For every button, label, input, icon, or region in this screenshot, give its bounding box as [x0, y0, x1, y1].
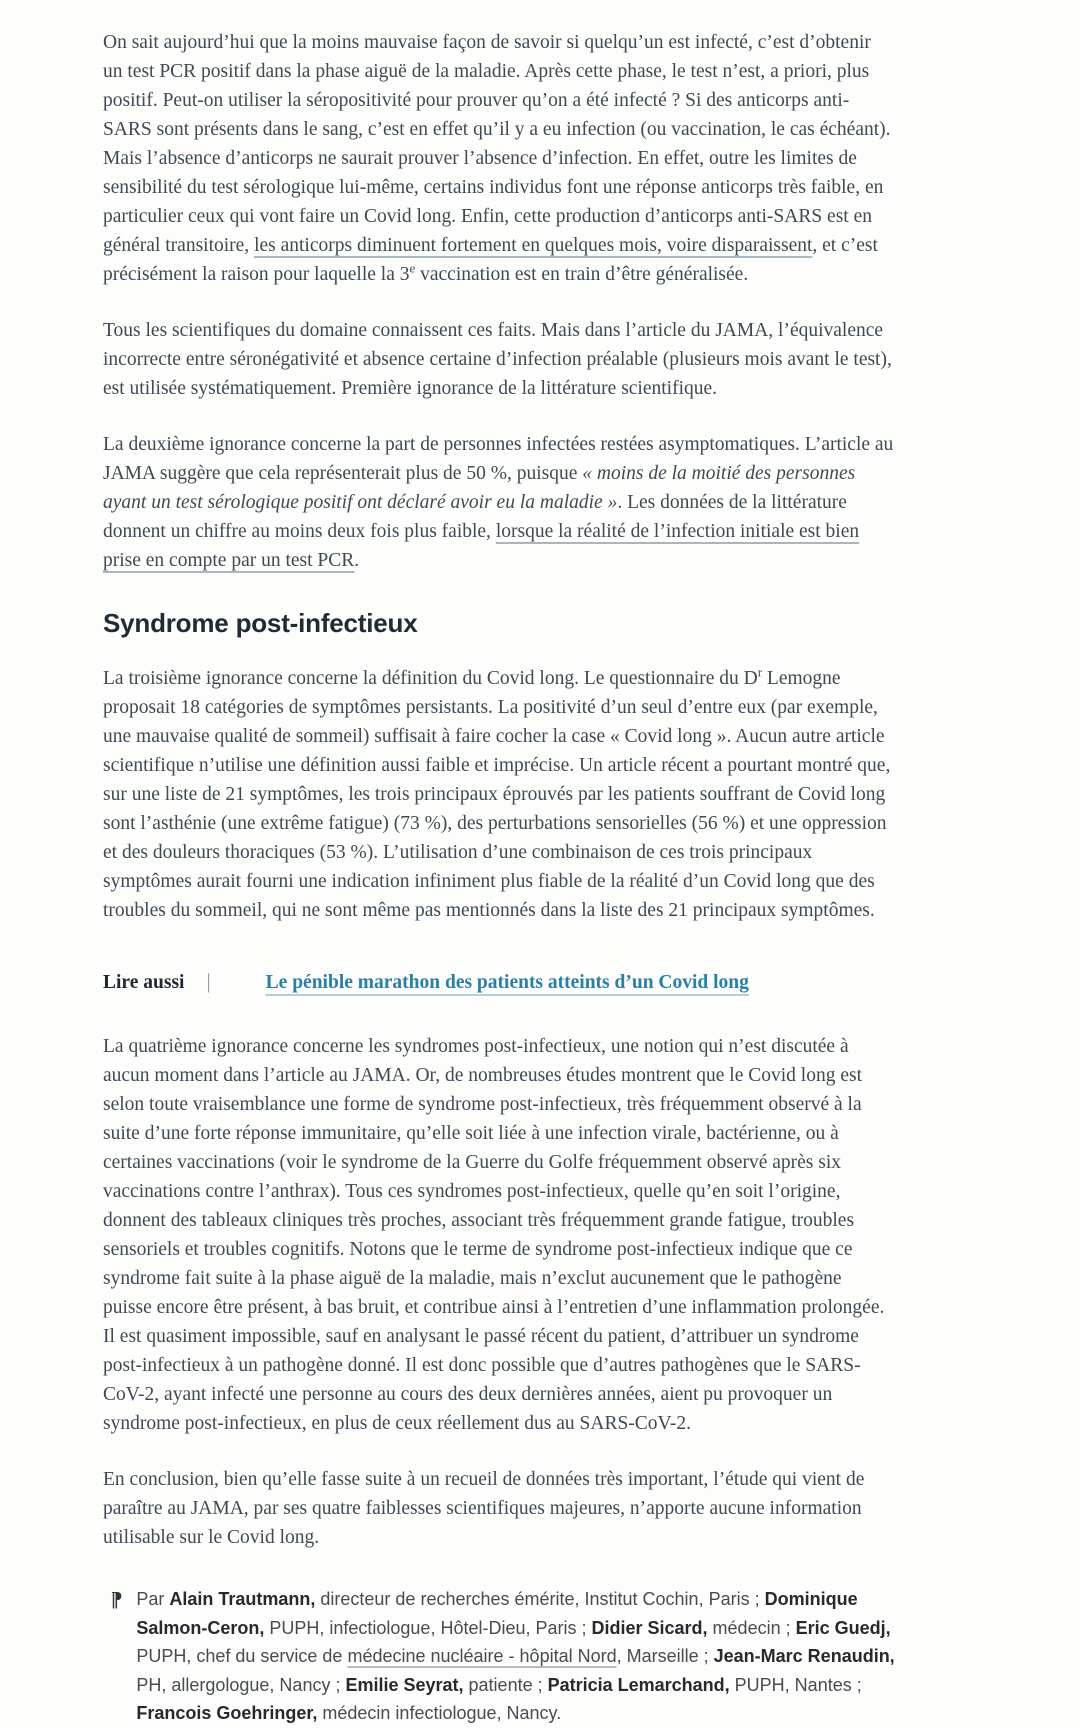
text-segment-plain: patiente ;	[463, 1674, 548, 1695]
byline	[111, 1585, 911, 1728]
text-segment-italic: « moins de la moitié des personnes ayant un test sérologique positif ont déclaré avoir eu la maladie »	[103, 463, 856, 513]
text-segment-bold: Emilie Seyrat,	[345, 1674, 464, 1695]
read-also-link[interactable]: Le pénible marathon des patients atteints d’un Covid long	[265, 972, 749, 993]
inline-link[interactable]: les anticorps diminuent fortement en quelques mois, voire disparaissent	[254, 235, 813, 256]
text-segment-plain: directeur de recherches émérite, Institut Cochin, Paris ;	[315, 1589, 765, 1609]
inline-link[interactable]: médecine nucléaire - hôpital Nord	[347, 1646, 617, 1666]
section-heading: Syndrome post-infectieux	[103, 608, 418, 638]
text-segment-bold: Dominique Salmon-Ceron,	[136, 1589, 858, 1638]
text-segment-bold: Didier Sicard,	[591, 1617, 708, 1638]
text-segment-plain: PUPH, chef du service de	[136, 1646, 348, 1666]
read-also-block	[103, 969, 900, 994]
text-segment-bold: Patricia Lemarchand,	[547, 1674, 730, 1695]
text-segment-plain: médecin ;	[707, 1617, 796, 1638]
text-segment-plain: En conclusion, bien qu’elle fasse suite à un recueil de données très important, l’étude qui vient de paraître au JAMA, par ses quatre faiblesses scientifiques majeures, n’apporte aucune information utilisable sur le Covid long.	[103, 1469, 865, 1548]
text-segment-sup: e	[409, 260, 416, 276]
read-also-label: Lire aussi	[103, 972, 185, 993]
paragraph-conclusion	[103, 1465, 895, 1552]
text-segment-plain: PUPH, infectiologue, Hôtel-Dieu, Paris ;	[264, 1617, 592, 1638]
text-segment-plain: Par	[136, 1589, 170, 1609]
text-segment-plain: , et c’est précisément la raison pour laquelle la 3	[103, 235, 878, 285]
text-segment-plain: La quatrième ignorance concerne les syndromes post-infectieux, une notion qui n’est discutée à aucun moment dans l’article au JAMA. Or, de nombreuses études montrent que le Covid long est selon toute vraisemblance une forme de syndrome post-infectieux, très fréquemment observé à la suite d’une forte réponse immunitaire, qu’elle soit liée à une infection virale, bactérienne, ou à certaines vaccinations (voir le syndrome de la Guerre du Golfe fréquemment observé après six vaccinations contre l’anthrax). Tous ces syndromes post-infectieux, quelle qu’en soit l’origine, donnent des tableaux cliniques très proches, associant très fréquemment grande fatigue, troubles sensoriels et troubles cognitifs. Notons que le terme de syndrome post-infectieux indique que ce syndrome fait suite à la phase aiguë de la maladie, mais n’exclut aucunement que le pathogène puisse encore être présent, à bas bruit, et contribue ainsi à l’entretien d’une inflammation prolongée. Il est quasiment impossible, sauf en analysant le passé récent du patient, d’attribuer un syndrome post-infectieux à un pathogène donné. Il est donc possible que d’autres pathogènes que le SARS-CoV-2, ayant infecté une personne au cours des deux dernières années, aient pu provoquer un syndrome post-infectieux, en plus de ceux réellement dus au SARS-CoV-2.	[103, 1036, 885, 1434]
text-segment-bold: Alain Trautmann,	[169, 1589, 316, 1609]
text-segment-plain: Tous les scientifiques du domaine connaissent ces faits. Mais dans l’article du JAMA, l’équivalence incorrecte entre séronégativité et absence certaine d’infection préalable (plusieurs mois avant le test), est utilisée systématiquement. Première ignorance de la littérature scientifique.	[103, 320, 892, 399]
text-segment-plain: On sait aujourd’hui que la moins mauvaise façon de savoir si quelqu’un est infecté, c’est d’obtenir un test PCR positif dans la phase aiguë de la maladie. Après cette phase, le test n’est, a priori, plus positif. Peut-on utiliser la séropositivité pour prouver qu’on a été infecté ? Si des anticorps anti-SARS sont présents dans le sang, c’est en effet qu’il y a eu infection (ou vaccination, le cas échéant). Mais l’absence d’anticorps ne saurait prouver l’absence d’infection. En effet, outre les limites de sensibilité du test sérologique lui-même, certains individus font une réponse anticorps très faible, en particulier ceux qui vont faire un Covid long. Enfin, cette production d’anticorps anti-SARS est en général transitoire,	[103, 32, 891, 256]
inline-link[interactable]: lorsque la réalité de l’infection initiale est bien prise en compte par un test PCR	[103, 521, 860, 571]
text-segment-plain: La deuxième ignorance concerne la part de personnes infectées restées asymptomatiques. L’article au JAMA suggère que cela représenterait plus de 50 %, puisque	[103, 434, 894, 484]
pilcrow-icon: ¶	[111, 1587, 123, 1611]
paragraph-second-ignorance	[103, 430, 895, 575]
text-segment-plain: La troisième ignorance concerne la définition du Covid long. Le questionnaire du D	[103, 668, 758, 689]
paragraph-third-ignorance	[103, 664, 895, 925]
text-segment-sup: r	[757, 664, 763, 680]
read-also-separator-bar: |	[206, 969, 211, 993]
text-segment-plain: .	[354, 550, 360, 571]
text-segment-plain: PH, allergologue, Nancy ;	[136, 1674, 346, 1695]
text-segment-plain: Lemogne proposait 18 catégories de symptômes persistants. La positivité d’un seul d’entre eux (par exemple, une mauvaise qualité de sommeil) suffisait à faire cocher la case « Covid long ». Aucun autre article scientifique n’utilise une définition aussi faible et imprécise. Un article récent a pourtant montré que, sur une liste de 21 symptômes, les trois principaux éprouvés par les patients souffrant de Covid long sont l’asthénie (une extrême fatigue) (73 %), des perturbations sensorielles (56 %) et une oppression et des douleurs thoraciques (53 %). L’utilisation d’une combinaison de ces trois principaux symptômes aurait fourni une indication infiniment plus fiable de la réalité d’un Covid long que des troubles du sommeil, qui ne sont même pas mentionnés dans la liste des 21 principaux symptômes.	[103, 668, 891, 921]
text-segment-plain: vaccination est en train d’être généralisée.	[415, 264, 749, 285]
text-segment-plain: . Les données de la littérature donnent un chiffre au moins deux fois plus faible,	[103, 492, 847, 542]
text-segment-bold: Jean-Marc Renaudin,	[713, 1646, 895, 1666]
text-segment-bold: Eric Guedj,	[795, 1617, 891, 1638]
text-segment-bold: Francois Goehringer,	[136, 1703, 318, 1723]
paragraph-serology	[103, 28, 895, 289]
text-segment-plain: , Marseille ;	[616, 1646, 714, 1666]
text-segment-plain: médecin infectiologue, Nancy.	[317, 1703, 562, 1723]
text-segment-plain: PUPH, Nantes ;	[729, 1674, 862, 1695]
byline-text	[136, 1585, 911, 1728]
paragraph-fourth-ignorance	[103, 1032, 895, 1438]
paragraph-jama-equivalence	[103, 316, 895, 403]
